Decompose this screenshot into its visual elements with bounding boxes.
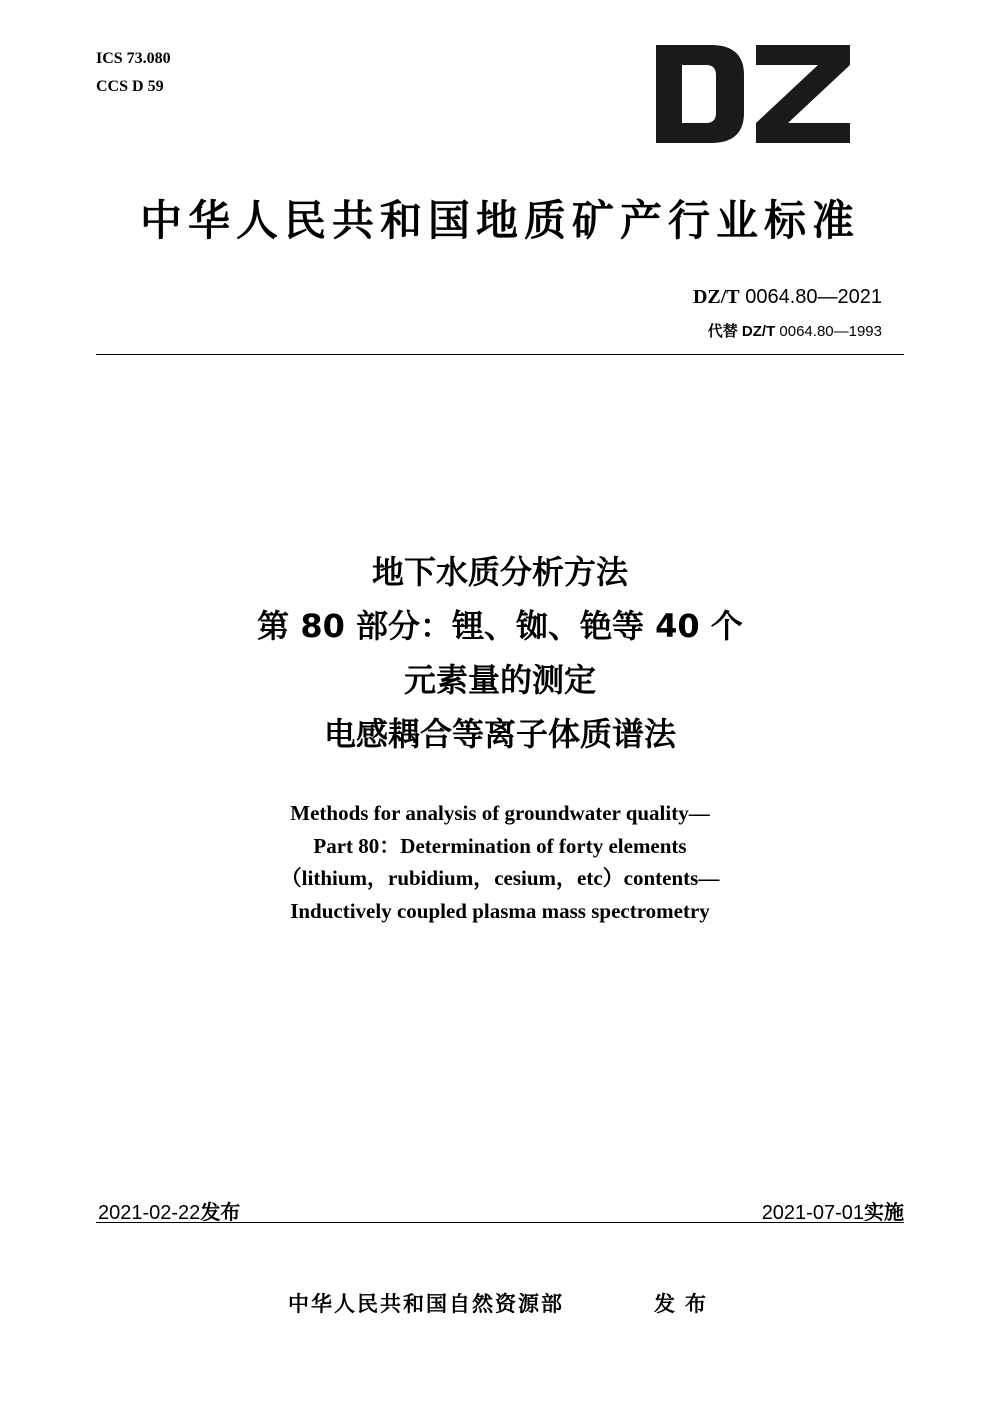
english-title-line: Methods for analysis of groundwater quality— (290, 801, 710, 825)
standard-number (693, 286, 882, 309)
logo-letter-d (656, 45, 744, 143)
header-divider (96, 354, 904, 355)
chinese-title (0, 545, 1000, 761)
chinese-title-line: 地下水质分析方法 (371, 553, 628, 591)
publish-date (98, 1196, 240, 1225)
dz-logo (656, 45, 850, 143)
footer-divider (96, 1222, 904, 1223)
publish-label: 发布 (200, 1200, 241, 1224)
english-title-line: （lithium，rubidium，cesium，etc）contents— (280, 866, 720, 890)
chinese-title-line: 电感耦合等离子体质谱法 (323, 715, 676, 753)
replaces-number: 0064.80—1993 (779, 323, 882, 340)
implement-label: 实施 (864, 1200, 904, 1224)
standard-category-title: 中华人民共和国地质矿产行业标准 (139, 196, 860, 245)
standard-code-prefix: DZ/T (692, 286, 740, 308)
english-title (0, 797, 1000, 927)
classification-codes (96, 44, 171, 100)
publish-date-value: 2021-02-22 (98, 1202, 201, 1224)
issue-label: 发布 (654, 1292, 716, 1316)
english-title-line: Inductively coupled plasma mass spectrometry (290, 898, 710, 923)
chinese-title-line: 第 80 部分：锂、铷、铯等 40 个 (257, 607, 743, 645)
logo-letter-z (756, 45, 850, 143)
ccs-code: CCS D 59 (96, 78, 164, 95)
replaces-prefix: 代替 DZ/T (707, 323, 776, 340)
english-title-line: Part 80：Determination of forty elements (313, 833, 687, 858)
implement-date-value: 2021-07-01 (761, 1202, 864, 1224)
chinese-title-line: 元素量的测定 (403, 661, 596, 699)
implement-date (762, 1196, 904, 1225)
standard-code-number: 0064.80—2021 (745, 286, 882, 308)
issuing-authority: 中华人民共和国自然资源部 (288, 1292, 564, 1316)
ics-code: ICS 73.080 (96, 50, 171, 67)
replaces-standard (708, 320, 882, 341)
